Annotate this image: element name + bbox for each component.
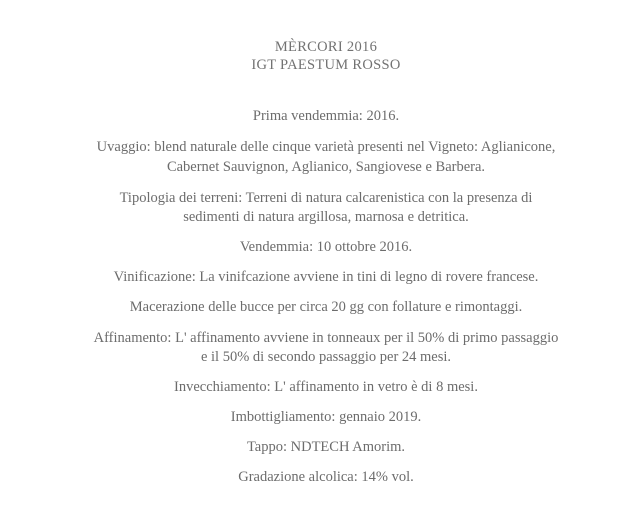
detail-invecchiamento: Invecchiamento: L' affinamento in vetro è di 8 mesi. <box>174 379 478 395</box>
detail-terreni-line-2: sedimenti di natura argillosa, marnosa e detritica. <box>183 209 469 225</box>
detail-affinamento-line-1: Affinamento: L' affinamento avviene in tonneaux per il 50% di primo passaggio <box>93 330 559 346</box>
detail-imbottigliamento: Imbottigliamento: gennaio 2019. <box>230 409 422 425</box>
detail-terreni-line-1: Tipologia dei terreni: Terreni di natura calcarenistica con la presenza di <box>119 190 533 206</box>
wine-name-title: MÈRCORI 2016 <box>274 39 378 55</box>
detail-uvaggio-line-1: Uvaggio: blend naturale delle cinque varietà presenti nel Vigneto: Aglianicone, <box>96 139 556 155</box>
detail-vinificazione: Vinificazione: La vinifcazione avviene in tini di legno di rovere francese. <box>113 269 539 285</box>
detail-uvaggio-line-2: Cabernet Sauvignon, Aglianico, Sangiovese e Barbera. <box>166 159 486 175</box>
detail-affinamento-line-2: e il 50% di secondo passaggio per 24 mesi. <box>200 349 452 365</box>
detail-macerazione: Macerazione delle bucce per circa 20 gg con follature e rimontaggi. <box>129 299 523 315</box>
detail-gradazione-alcolica: Gradazione alcolica: 14% vol. <box>238 469 414 485</box>
wine-appellation-subtitle: IGT PAESTUM ROSSO <box>251 57 401 73</box>
detail-vendemmia: Vendemmia: 10 ottobre 2016. <box>239 239 413 255</box>
detail-prima-vendemmia: Prima vendemmia: 2016. <box>252 108 400 124</box>
detail-tappo: Tappo: NDTECH Amorim. <box>246 439 406 455</box>
